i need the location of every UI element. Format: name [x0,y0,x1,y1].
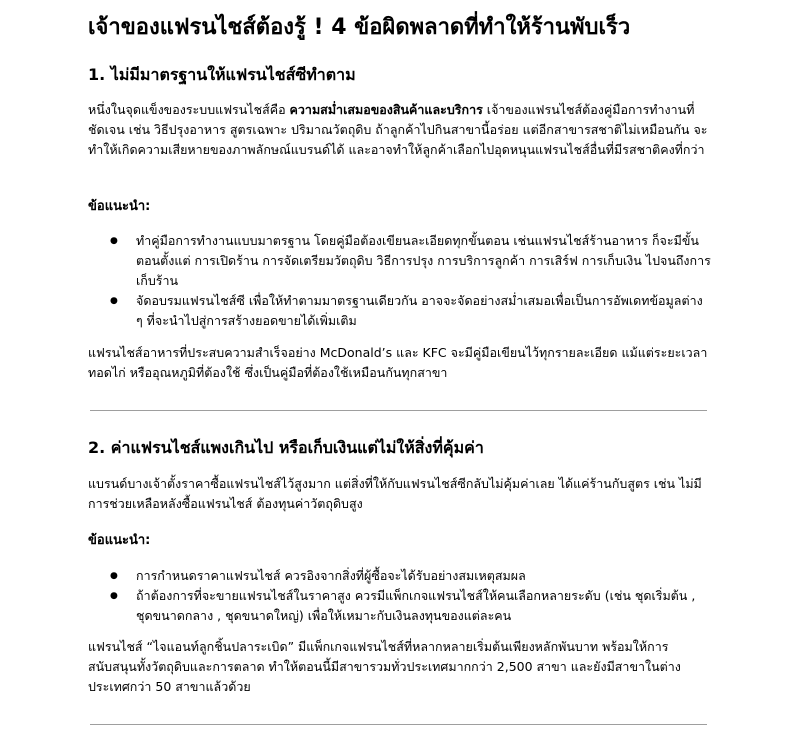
list-item: ● ทำคู่มือการทำงานแบบมาตรฐาน โดยคู่มือต้องเขียนละเอียดทุกขั้นตอน เช่นแฟรนไชส์ร้านอาหาร ก็จะมีขั้นตอนตั้งแต่ การเปิดร้าน การจัดเตรียมวัตถุดิบ วิธีการปรุง การบริการลูกค้า การเสิร์ฟ การเก็บเงิน ไปจนถึงการเก็บร้าน [88,231,713,291]
page-title: เจ้าของแฟรนไชส์ต้องรู้ ! 4 ข้อผิดพลาดที่ทำให้ร้านพับเร็ว [88,15,631,40]
section-1-advice-label: ข้อแนะนำ: [88,199,151,214]
section-1-intro-emphasis: ความสม่ำเสมอของสินค้าและบริการ [289,102,483,117]
section-2-closing: แฟรนไชส์ “ไจแอนท์ลูกชิ้นปลาระเบิด” มีแพ็กเกจแฟรนไชส์ที่หลากหลายเริ่มต้นเพียงหลักพันบาท พร้อมให้การสนับสนุนทั้งวัตถุดิบและการตลาด ทำให้ตอนนี้มีสาขารวมทั่วประเทศมากกว่า 2,500 สาขา และยังมีสาขาในต่างประเทศกว่า 50 สาขาแล้วด้วย [88,639,681,694]
section-1-heading: 1. ไม่มีมาตรฐานให้แฟรนไชส์ซีทำตาม [88,65,356,84]
section-divider [90,724,707,725]
section-1-intro-text-rest: เจ้าของแฟรนไชส์ต้องคู่มือการทำงานที่ชัดเจน เช่น วิธีปรุงอาหาร สูตรเฉพาะ ปริมาณวัตถุดิบ ถ้าลูกค้าไปกินสาขานี้อร่อย แต่อีกสาขารสชาติไม่เหมือนกัน จะทำให้เกิดความเสียหายของภาพลักษณ์แบรนด์ได้ และอาจทำให้ลูกค้าเลือกไปอุดหนุนแฟรนไชส์อื่นที่มีรสชาติคงที่กว่า [88,102,708,157]
section-1-advice-list [88,231,713,331]
section-2-intro: แบรนด์บางเจ้าตั้งราคาซื้อแฟรนไชส์ไว้สูงมาก แต่สิ่งที่ให้กับแฟรนไชส์ซีกลับไม่คุ้มค่าเลย ได้แค่ร้านกับสูตร เช่น ไม่มีการช่วยเหลือหลังซื้อแฟรนไชส์ ต้องทุนค่าวัตถุดิบสูง [88,476,702,511]
section-2-advice-label: ข้อแนะนำ: [88,533,151,548]
section-divider [90,410,707,411]
list-item: ● จัดอบรมแฟรนไชส์ซี เพื่อให้ทำตามมาตรฐานเดียวกัน อาจจะจัดอย่างสม่ำเสมอเพื่อเป็นการอัพเดทข้อมูลต่าง ๆ ที่จะนำไปสู่การสร้างยอดขายได้เพิ่มเติม [88,291,713,331]
section-2-advice-list [88,566,713,626]
section-2-heading: 2. ค่าแฟรนไชส์แพงเกินไป หรือเก็บเงินแต่ไม่ให้สิ่งที่คุ้มค่า [88,438,484,457]
list-item: ● ถ้าต้องการที่จะขายแฟรนไชส์ในราคาสูง ควรมีแพ็กเกจแฟรนไชส์ให้คนเลือกหลายระดับ (เช่น ชุดเริ่มต้น , ชุดขนาดกลาง , ชุดขนาดใหญ่) เพื่อให้เหมาะกับเงินลงทุนของแต่ละคน [88,586,713,626]
section-1-intro-text: หนึ่งในจุดแข็งของระบบแฟรนไชส์คือ [88,102,290,117]
section-1-closing: แฟรนไชส์อาหารที่ประสบความสำเร็จอย่าง McDonald’s และ KFC จะมีคู่มือเขียนไว้ทุกรายละเอียด แม้แต่ระยะเวลาทอดไก่ หรืออุณหภูมิที่ต้องใช้ ซึ่งเป็นคู่มือที่ต้องใช้เหมือนกันทุกสาขา [88,345,708,380]
list-item: ● การกำหนดราคาแฟรนไชส์ ควรอิงจากสิ่งที่ผู้ซื้อจะได้รับอย่างสมเหตุสมผล [88,566,713,586]
section-1-intro [88,100,713,160]
